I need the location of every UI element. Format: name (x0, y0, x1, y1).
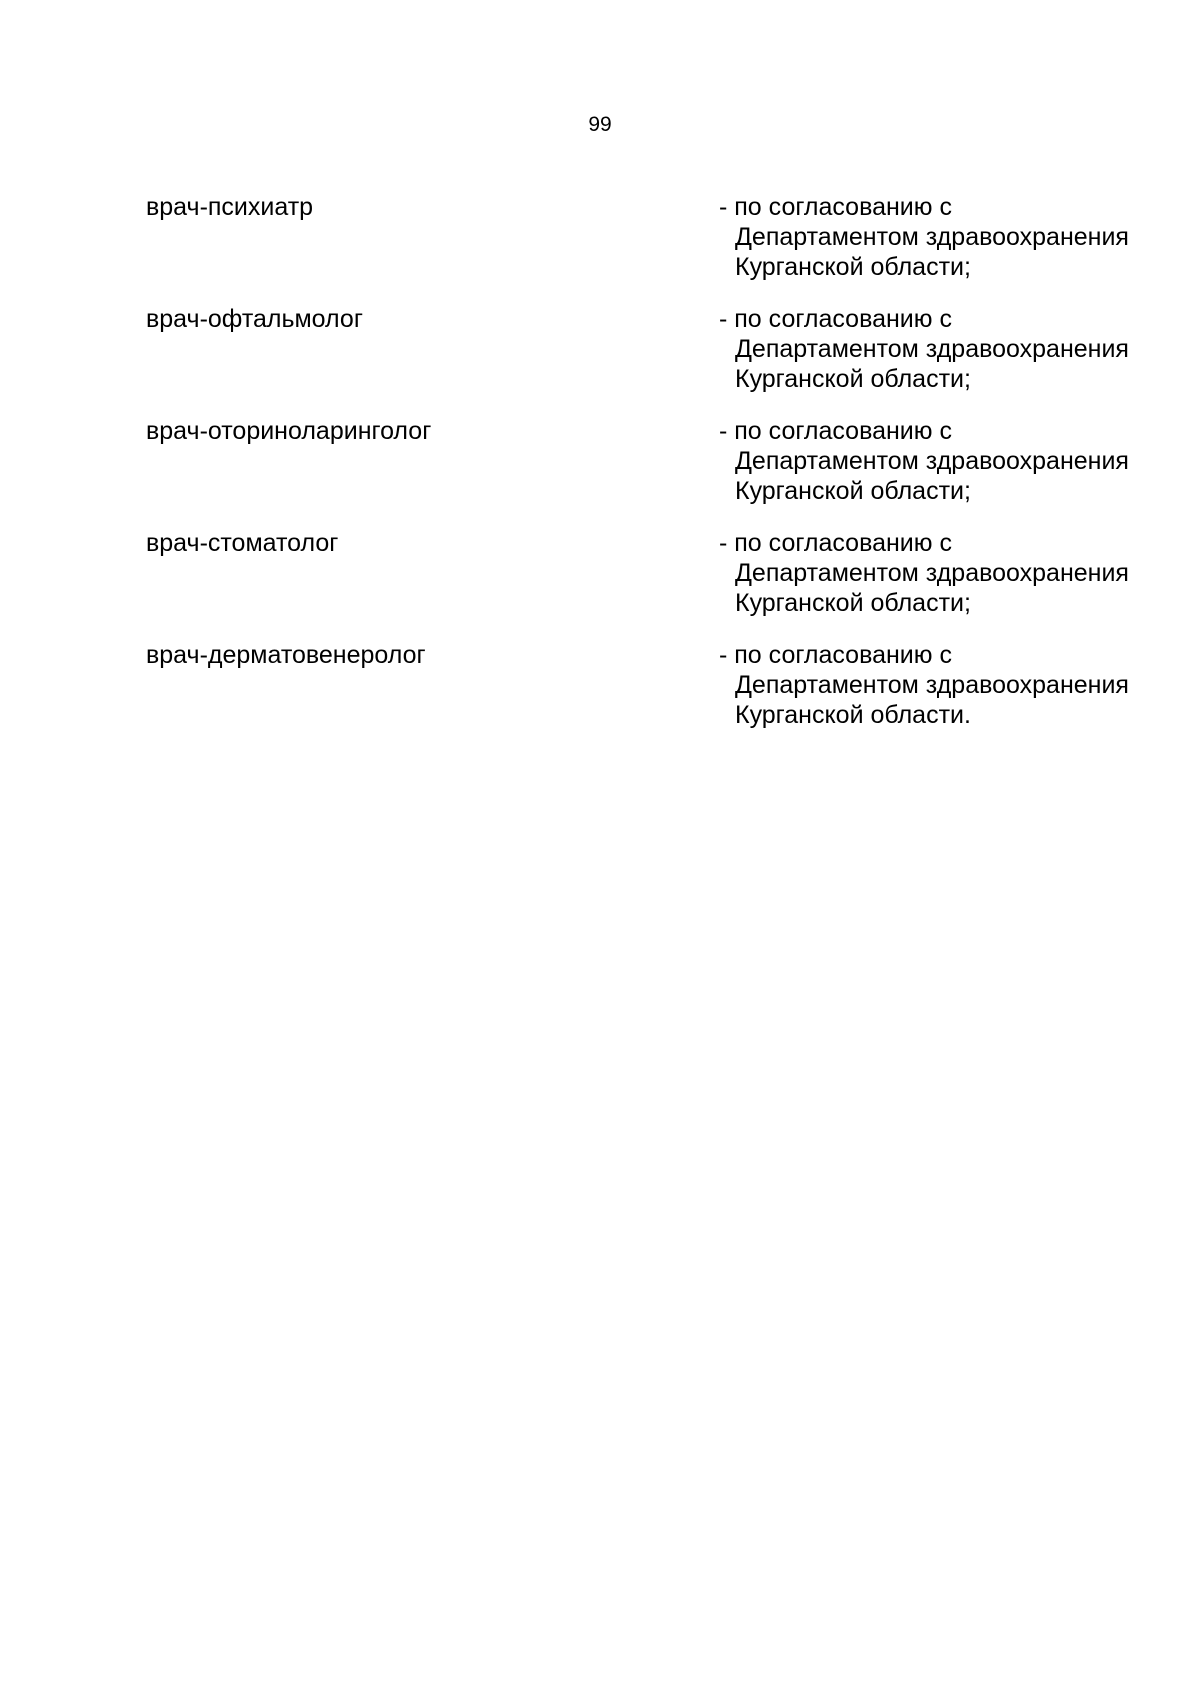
note-line: Департаментом здравоохранения (735, 559, 1129, 587)
note-line: - по согласованию с (719, 305, 952, 333)
approval-note (719, 640, 1149, 730)
list-item (146, 192, 1146, 304)
note-line: - по согласованию с (719, 193, 952, 221)
list-item (146, 640, 1146, 752)
approval-note (719, 528, 1149, 618)
note-line: - по согласованию с (719, 641, 952, 669)
list-item (146, 528, 1146, 640)
role-name: врач-стоматолог (146, 529, 339, 557)
role-name: врач-дерматовенеролог (146, 641, 426, 669)
note-line: Курганской области; (735, 589, 971, 617)
note-line: Курганской области; (735, 365, 971, 393)
note-line: Департаментом здравоохранения (735, 671, 1129, 699)
approval-note (719, 304, 1149, 394)
note-line: Департаментом здравоохранения (735, 223, 1129, 251)
role-name: врач-психиатр (146, 193, 314, 221)
list-item (146, 416, 1146, 528)
approval-note (719, 416, 1149, 506)
role-name: врач-офтальмолог (146, 305, 363, 333)
note-line: Департаментом здравоохранения (735, 447, 1129, 475)
role-name: врач-оториноларинголог (146, 417, 432, 445)
entries-list (146, 192, 1146, 752)
note-line: Курганской области; (735, 253, 971, 281)
list-item (146, 304, 1146, 416)
page-number: 99 (588, 113, 612, 136)
note-line: Курганской области; (735, 477, 971, 505)
approval-note (719, 192, 1149, 282)
note-line: Департаментом здравоохранения (735, 335, 1129, 363)
note-line: - по согласованию с (719, 417, 952, 445)
note-line: - по согласованию с (719, 529, 952, 557)
note-line: Курганской области. (735, 701, 971, 729)
